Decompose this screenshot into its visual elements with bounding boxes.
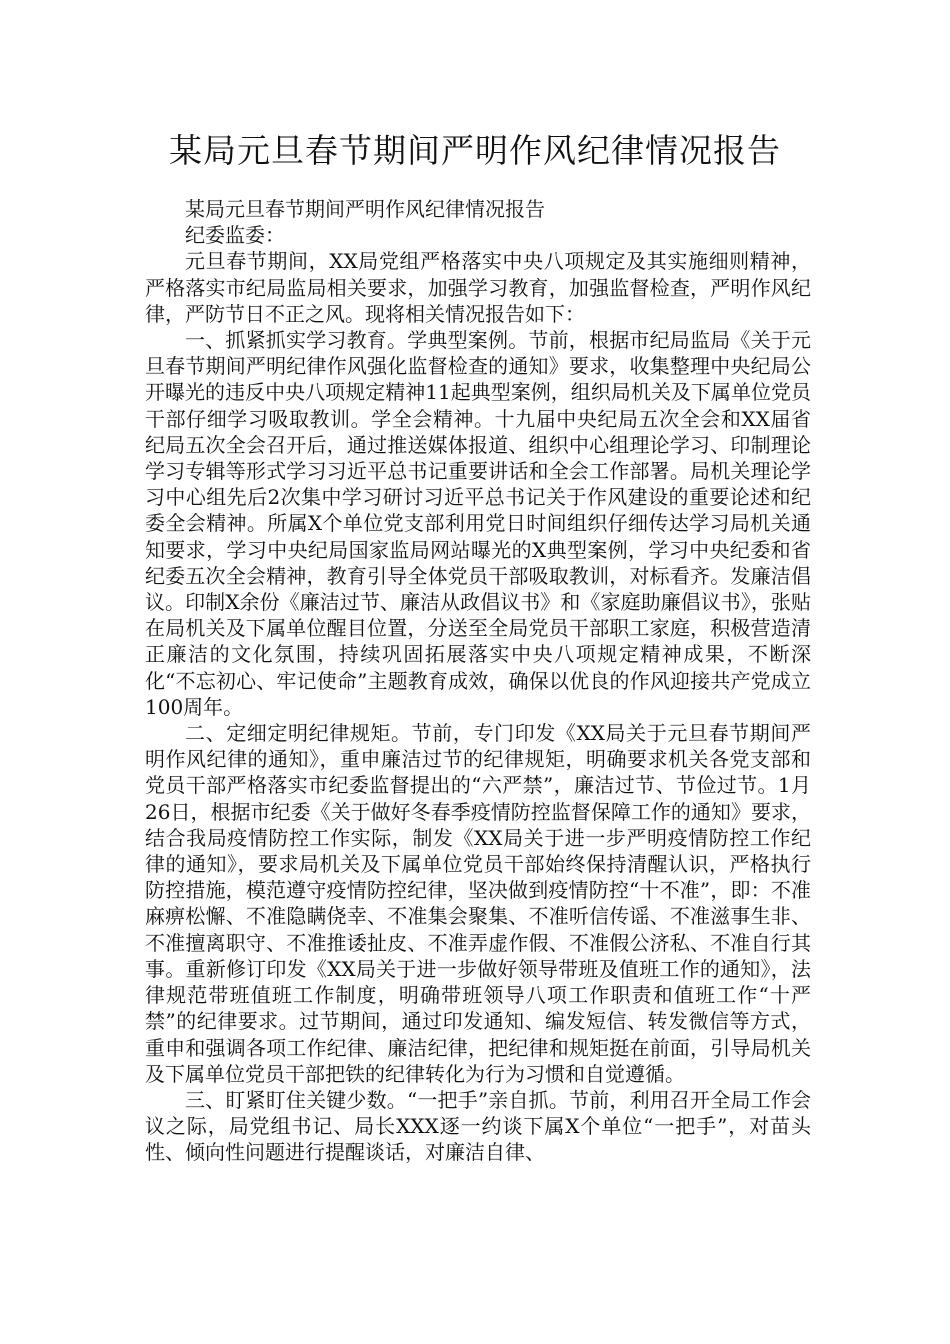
section-two-paragraph: 二、定细定明纪律规矩。节前，专门印发《XX局关于元旦春节期间严明作风纪律的通知》，重申廉洁过节的纪律规矩，明确要求机关各党支部和党员干部严格落实市纪委监督提出的“六严禁”，廉洁过节、节俭过节。1月26日，根据市纪委《关于做好冬春季疫情防控监督保障工作的通知》要求，结合我局疫情防控工作实际，制发《XX局关于进一步严明疫情防控工作纪律的通知》，要求局机关及下属单位党员干部始终保持清醒认识，严格执行防控措施，模范遵守疫情防控纪律，坚决做到疫情防控“十不准”，即：不准麻痹松懈、不准隐瞒侥幸、不准集会聚集、不准听信传谣、不准滋事生非、不准擅离职守、不准推诿扯皮、不准弄虚作假、不准假公济私、不准自行其事。重新修订印发《XX局关于进一步做好领导带班及值班工作的通知》，法律规范带班值班工作制度，明确带班领导八项工作职责和值班工作“十严禁”的纪律要求。过节期间，通过印发通知、编发短信、转发微信等方式，重申和强调各项工作纪律、廉洁纪律，把纪律和规矩挺在前面，引导局机关及下属单位党员干部把铁的纪律转化为行为习惯和自觉遵循。	[145, 721, 811, 1086]
addressee-line: 纪委监委：	[185, 223, 285, 248]
document-body	[145, 196, 811, 1166]
section-one-paragraph: 一、抓紧抓实学习教育。学典型案例。节前，根据市纪局监局《关于元旦春节期间严明纪律作风强化监督检查的通知》要求，收集整理中央纪局公开曝光的违反中央八项规定精神11起典型案例，组织局机关及下属单位党员干部仔细学习吸取教训。学全会精神。十九届中央纪局五次全会和XX届省纪局五次全会召开后，通过推送媒体报道、组织中心组理论学习、印制理论学习专辑等形式学习习近平总书记重要讲话和全会工作部署。局机关理论学习中心组先后2次集中学习研讨习近平总书记关于作风建设的重要论述和纪委全会精神。所属X个单位党支部利用党日时间组织仔细传达学习局机关通知要求，学习中央纪局国家监局网站曝光的X典型案例，学习中央纪委和省纪委五次全会精神，教育引导全体党员干部吸取教训，对标看齐。发廉洁倡议。印制X余份《廉洁过节、廉洁从政倡议书》和《家庭助廉倡议书》，张贴在局机关及下属单位醒目位置，分送至全局党员干部职工家庭，积极营造清正廉洁的文化氛围，持续巩固拓展落实中央八项规定精神成果，不断深化“不忘初心、牢记使命”主题教育成效，确保以优良的作风迎接共产党成立100周年。	[145, 328, 811, 719]
document-title: 某局元旦春节期间严明作风纪律情况报告	[169, 131, 781, 170]
intro-paragraph: 元旦春节期间，XX局党组严格落实中央八项规定及其实施细则精神，严格落实市纪局监局相关要求，加强学习教育，加强监督检查，严明作风纪律，严防节日不正之风。现将相关情况报告如下：	[145, 249, 811, 326]
section-three-paragraph: 三、盯紧盯住关键少数。“一把手”亲自抓。节前，利用召开全局工作会议之际，局党组书记、局长XXX逐一约谈下属X个单位“一把手”，对苗头性、倾向性问题进行提醒谈话，对廉洁自律、	[145, 1087, 811, 1165]
body-heading-line: 某局元旦春节期间严明作风纪律情况报告	[185, 197, 545, 221]
